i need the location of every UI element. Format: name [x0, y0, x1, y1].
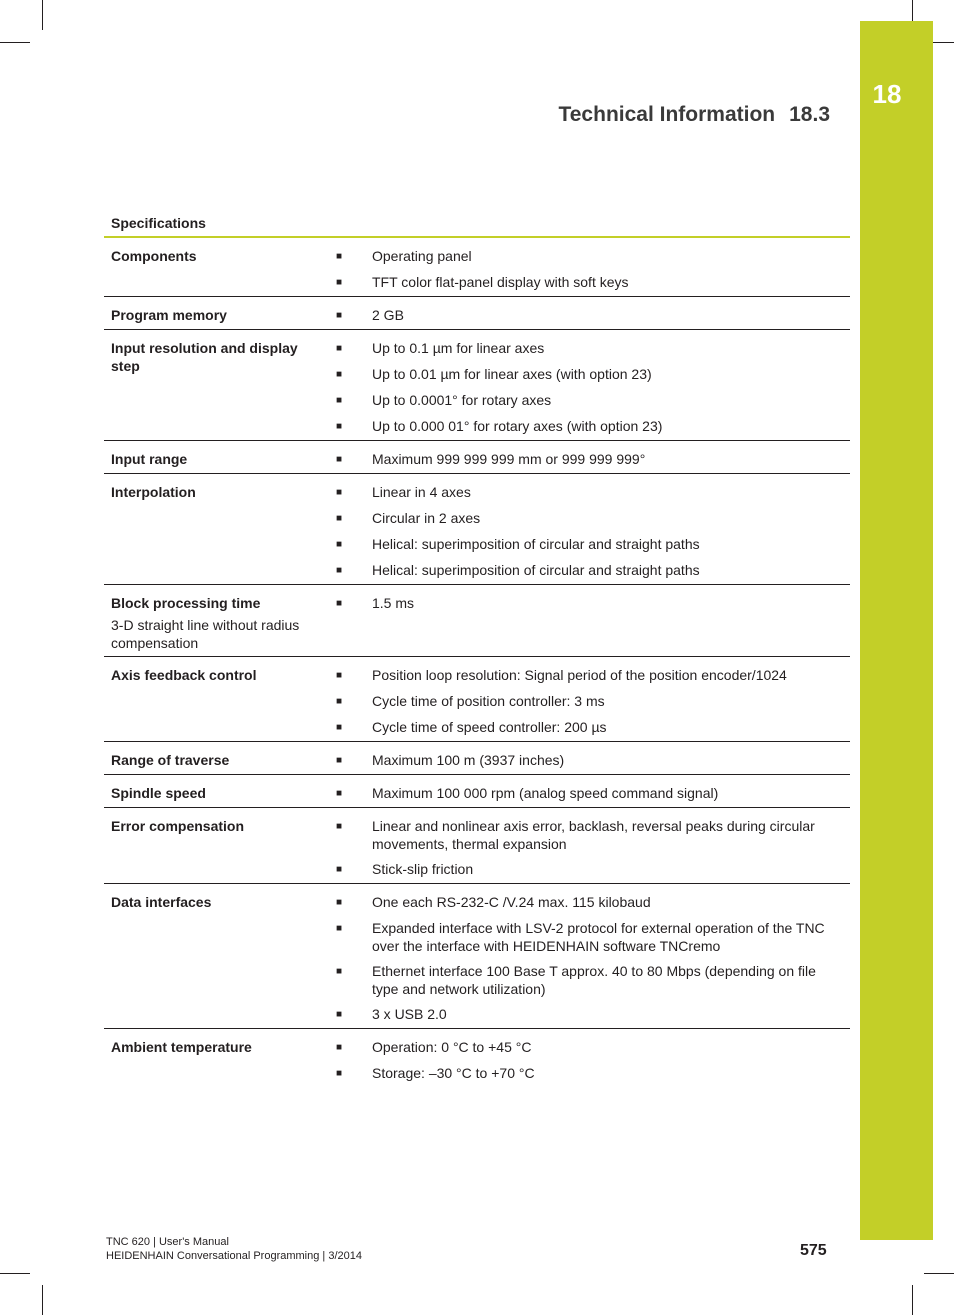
list-item — [336, 711, 850, 737]
footer-line-1: TNC 620 | User's Manual — [106, 1236, 229, 1248]
square-bullet-icon: ■ — [336, 251, 343, 262]
crop-mark — [0, 42, 30, 43]
list-item — [336, 810, 850, 853]
footer — [106, 1235, 362, 1263]
square-bullet-icon: ■ — [336, 1042, 343, 1053]
item-text: Cycle time of speed controller: 200 µs — [372, 719, 607, 735]
crop-mark — [0, 1273, 30, 1274]
item-text: Stick-slip friction — [372, 861, 474, 877]
row-items — [328, 886, 850, 1024]
page-header — [558, 103, 830, 127]
square-bullet-icon: ■ — [336, 670, 343, 681]
table-row — [104, 238, 850, 297]
list-item — [336, 266, 850, 292]
specifications-table — [104, 212, 850, 1087]
square-bullet-icon: ■ — [336, 421, 343, 432]
table-header: Specifications — [104, 212, 850, 238]
row-label-cell — [104, 777, 328, 803]
list-item — [336, 587, 850, 613]
item-text: Helical: superimposition of circular and straight paths — [372, 536, 700, 552]
row-items — [328, 332, 850, 436]
square-bullet-icon: ■ — [336, 923, 343, 934]
item-text: Operation: 0 °C to +45 °C — [372, 1039, 532, 1055]
row-items — [328, 299, 850, 325]
row-label-cell — [104, 443, 328, 469]
square-bullet-icon: ■ — [336, 343, 343, 354]
list-item — [336, 476, 850, 502]
crop-mark — [42, 0, 43, 30]
chapter-number: 18 — [872, 79, 902, 109]
list-item — [336, 744, 850, 770]
row-items — [328, 240, 850, 292]
square-bullet-icon: ■ — [336, 755, 343, 766]
item-text: Maximum 100 000 rpm (analog speed command signal) — [372, 785, 719, 801]
row-items — [328, 777, 850, 803]
item-text: Linear in 4 axes — [372, 484, 471, 500]
item-text: Up to 0.1 µm for linear axes — [372, 340, 545, 356]
square-bullet-icon: ■ — [336, 513, 343, 524]
square-bullet-icon: ■ — [336, 395, 343, 406]
square-bullet-icon: ■ — [336, 454, 343, 465]
square-bullet-icon: ■ — [336, 897, 343, 908]
square-bullet-icon: ■ — [336, 864, 343, 875]
list-item — [336, 955, 850, 998]
item-text: 1.5 ms — [372, 595, 415, 611]
item-text: Position loop resolution: Signal period of the position encoder/1024 — [372, 667, 787, 683]
square-bullet-icon: ■ — [336, 722, 343, 733]
item-text: Linear and nonlinear axis error, backlash, reversal peaks during circular movements, thermal expansion — [372, 818, 815, 852]
list-item — [336, 886, 850, 912]
table-row — [104, 585, 850, 657]
table-body — [104, 238, 850, 1087]
footer-line-2: HEIDENHAIN Conversational Programming | 3/2014 — [106, 1250, 362, 1262]
list-item — [336, 443, 850, 469]
table-row — [104, 775, 850, 808]
list-item — [336, 240, 850, 266]
table-row — [104, 330, 850, 441]
crop-mark — [924, 1273, 954, 1274]
list-item — [336, 528, 850, 554]
list-item — [336, 1057, 850, 1083]
row-label-cell — [104, 744, 328, 770]
list-item — [336, 358, 850, 384]
list-item — [336, 853, 850, 879]
row-label-cell — [104, 810, 328, 879]
item-text: Circular in 2 axes — [372, 510, 481, 526]
square-bullet-icon: ■ — [336, 565, 343, 576]
square-bullet-icon: ■ — [336, 788, 343, 799]
row-sublabel: 3-D straight line without radius compensation — [111, 617, 300, 651]
item-text: TFT color flat-panel display with soft keys — [372, 274, 629, 290]
table-row — [104, 808, 850, 884]
row-label: Input resolution and display step — [111, 340, 298, 374]
table-row — [104, 884, 850, 1029]
list-item — [336, 777, 850, 803]
row-label-cell — [104, 476, 328, 580]
row-label: Program memory — [111, 307, 227, 323]
crop-mark — [912, 1285, 913, 1315]
list-item — [336, 554, 850, 580]
item-text: Up to 0.000 01° for rotary axes (with option 23) — [372, 418, 663, 434]
row-label: Interpolation — [111, 484, 196, 500]
item-text: Maximum 999 999 999 mm or 999 999 999° — [372, 451, 646, 467]
table-row — [104, 297, 850, 330]
row-label: Components — [111, 248, 197, 264]
chapter-tab — [860, 21, 933, 1240]
row-label: Ambient temperature — [111, 1039, 252, 1055]
header-title: Technical Information — [558, 103, 776, 126]
row-label-cell — [104, 299, 328, 325]
list-item — [336, 1031, 850, 1057]
row-label-cell — [104, 659, 328, 737]
square-bullet-icon: ■ — [336, 539, 343, 550]
list-item — [336, 912, 850, 955]
square-bullet-icon: ■ — [336, 821, 343, 832]
row-label-cell — [104, 587, 328, 652]
item-text: Storage: –30 °C to +70 °C — [372, 1065, 535, 1081]
row-label: Block processing time — [111, 595, 261, 611]
row-label-cell — [104, 886, 328, 1024]
item-text: Expanded interface with LSV-2 protocol for external operation of the TNC over the interface with HEIDENHAIN software TNCremo — [372, 920, 825, 954]
row-label-cell — [104, 1031, 328, 1083]
row-label: Range of traverse — [111, 752, 230, 768]
item-text: 3 x USB 2.0 — [372, 1006, 447, 1022]
row-label-cell — [104, 240, 328, 292]
row-items — [328, 1031, 850, 1083]
table-row — [104, 441, 850, 474]
row-items — [328, 476, 850, 580]
table-row — [104, 657, 850, 742]
row-items — [328, 810, 850, 879]
table-row — [104, 1029, 850, 1087]
table-row — [104, 742, 850, 775]
square-bullet-icon: ■ — [336, 310, 343, 321]
row-items — [328, 443, 850, 469]
row-label: Error compensation — [111, 818, 245, 834]
item-text: Cycle time of position controller: 3 ms — [372, 693, 605, 709]
item-text: Helical: superimposition of circular and straight paths — [372, 562, 700, 578]
list-item — [336, 332, 850, 358]
square-bullet-icon: ■ — [336, 277, 343, 288]
header-section: 18.3 — [789, 103, 830, 126]
square-bullet-icon: ■ — [336, 598, 343, 609]
list-item — [336, 410, 850, 436]
list-item — [336, 384, 850, 410]
row-label: Spindle speed — [111, 785, 206, 801]
square-bullet-icon: ■ — [336, 1068, 343, 1079]
list-item — [336, 685, 850, 711]
item-text: Ethernet interface 100 Base T approx. 40 to 80 Mbps (depending on file type and network utilization) — [372, 963, 816, 997]
item-text: 2 GB — [372, 307, 404, 323]
square-bullet-icon: ■ — [336, 966, 343, 977]
square-bullet-icon: ■ — [336, 487, 343, 498]
row-label: Input range — [111, 451, 188, 467]
list-item — [336, 998, 850, 1024]
list-item — [336, 659, 850, 685]
square-bullet-icon: ■ — [336, 1009, 343, 1020]
table-row — [104, 474, 850, 585]
item-text: Maximum 100 m (3937 inches) — [372, 752, 565, 768]
row-items — [328, 659, 850, 737]
row-items — [328, 744, 850, 770]
page-number: 575 — [800, 1242, 827, 1259]
row-items — [328, 587, 850, 652]
list-item — [336, 502, 850, 528]
item-text: Up to 0.0001° for rotary axes — [372, 392, 552, 408]
item-text: Up to 0.01 µm for linear axes (with option 23) — [372, 366, 652, 382]
item-text: Operating panel — [372, 248, 472, 264]
list-item — [336, 299, 850, 325]
crop-mark — [42, 1285, 43, 1315]
row-label: Data interfaces — [111, 894, 212, 910]
row-label: Axis feedback control — [111, 667, 257, 683]
item-text: One each RS-232-C /V.24 max. 115 kilobaud — [372, 894, 651, 910]
square-bullet-icon: ■ — [336, 369, 343, 380]
row-label-cell — [104, 332, 328, 436]
square-bullet-icon: ■ — [336, 696, 343, 707]
